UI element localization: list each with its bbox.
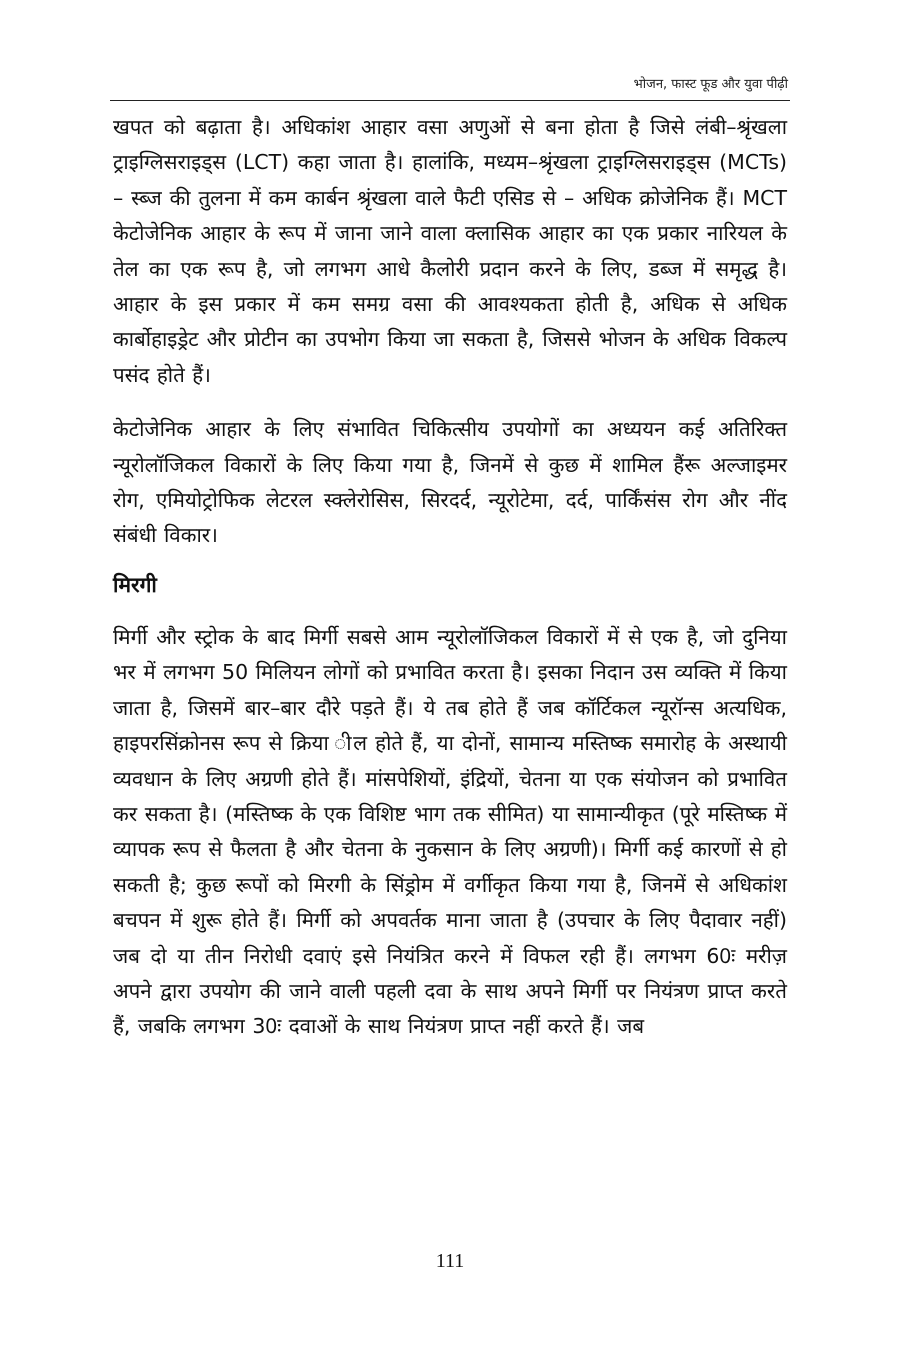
running-header: भोजन, फास्ट फूड और युवा पीढ़ी — [633, 77, 788, 92]
paragraph-mct-diet: खपत को बढ़ाता है। अधिकांश आहार वसा अणुओं से बना होता है जिसे लंबी–श्रृंखला ट्राइग्लिसराइड्स (LCT) कहा जाता है। हालांकि, मध्यम–श्रृंखला ट्राइग्लिसराइड्स (MCTs) – स्ब्ज की तुलना में कम कार्बन श्रृंखला वाले फैटी एसिड से – अधिक क्रोजेनिक हैं। MCT केटोजेनिक आहार के रूप में जाना जाने वाला क्लासिक आहार का एक प्रकार नारियल के तेल का एक रूप है, जो लगभग आधे कैलोरी प्रदान करने के लिए, डब्ज में समृद्ध है। आहार के इस प्रकार में कम समग्र वसा की आवश्यकता होती है, अधिक से अधिक कार्बोहाइड्रेट और प्रोटीन का उपभोग किया जा सकता है, जिससे भोजन के अधिक विकल्प पसंद होते हैं। — [113, 115, 787, 387]
page-number: 111 — [435, 1250, 465, 1272]
page-body — [113, 110, 787, 1045]
header-divider — [110, 100, 790, 101]
paragraph-epilepsy: मिर्गी और स्ट्रोक के बाद मिर्गी सबसे आम न्यूरोलॉजिकल विकारों में से एक है, जो दुनिया भर में लगभग 50 मिलियन लोगों को प्रभावित करता है। इसका निदान उस व्यक्ति में किया जाता है, जिसमें बार–बार दौरे पड़ते हैं। ये तब होते हैं जब कॉर्टिकल न्यूरॉन्स अत्यधिक, हाइपरसिंक्रोनस रूप से क्रिया ील होते हैं, या दोनों, सामान्य मस्तिष्क समारोह के अस्थायी व्यवधान के लिए अग्रणी होते हैं। मांसपेशियों, इंद्रियों, चेतना या एक संयोजन को प्रभावित कर सकता है। (मस्तिष्क के एक विशिष्ट भाग तक सीमित) या सामान्यीकृत (पूरे मस्तिष्क में व्यापक रूप से फैलता है और चेतना के नुकसान के लिए अग्रणी)। मिर्गी कई कारणों से हो सकती है; कुछ रूपों को मिरगी के सिंड्रोम में वर्गीकृत किया गया है, जिनमें से अधिकांश बचपन में शुरू होते हैं। मिर्गी को अपवर्तक माना जाता है (उपचार के लिए पैदावार नहीं) जब दो या तीन निरोधी दवाएं इसे नियंत्रित करने में विफल रही हैं। लगभग 60ः मरीज़ अपने द्वारा उपयोग की जाने वाली पहली दवा के साथ अपने मिर्गी पर नियंत्रण प्राप्त करते हैं, जबकि लगभग 30ः दवाओं के साथ नियंत्रण प्राप्त नहीं करते हैं। जब — [113, 624, 787, 1039]
section-heading-epilepsy: मिरगी — [113, 572, 157, 597]
paragraph-therapeutic-uses: केटोजेनिक आहार के लिए संभावित चिकित्सीय उपयोगों का अध्ययन कई अतिरिक्त न्यूरोलॉजिकल विकारों के लिए किया गया है, जिनमें से कुछ में शामिल हैंरू अल्जाइमर रोग, एमियोट्रोफिक लेटरल स्क्लेरोसिस, सिरदर्द, न्यूरोटेमा, दर्द, पार्किंसंस रोग और नींद संबंधी विकार। — [113, 417, 787, 548]
